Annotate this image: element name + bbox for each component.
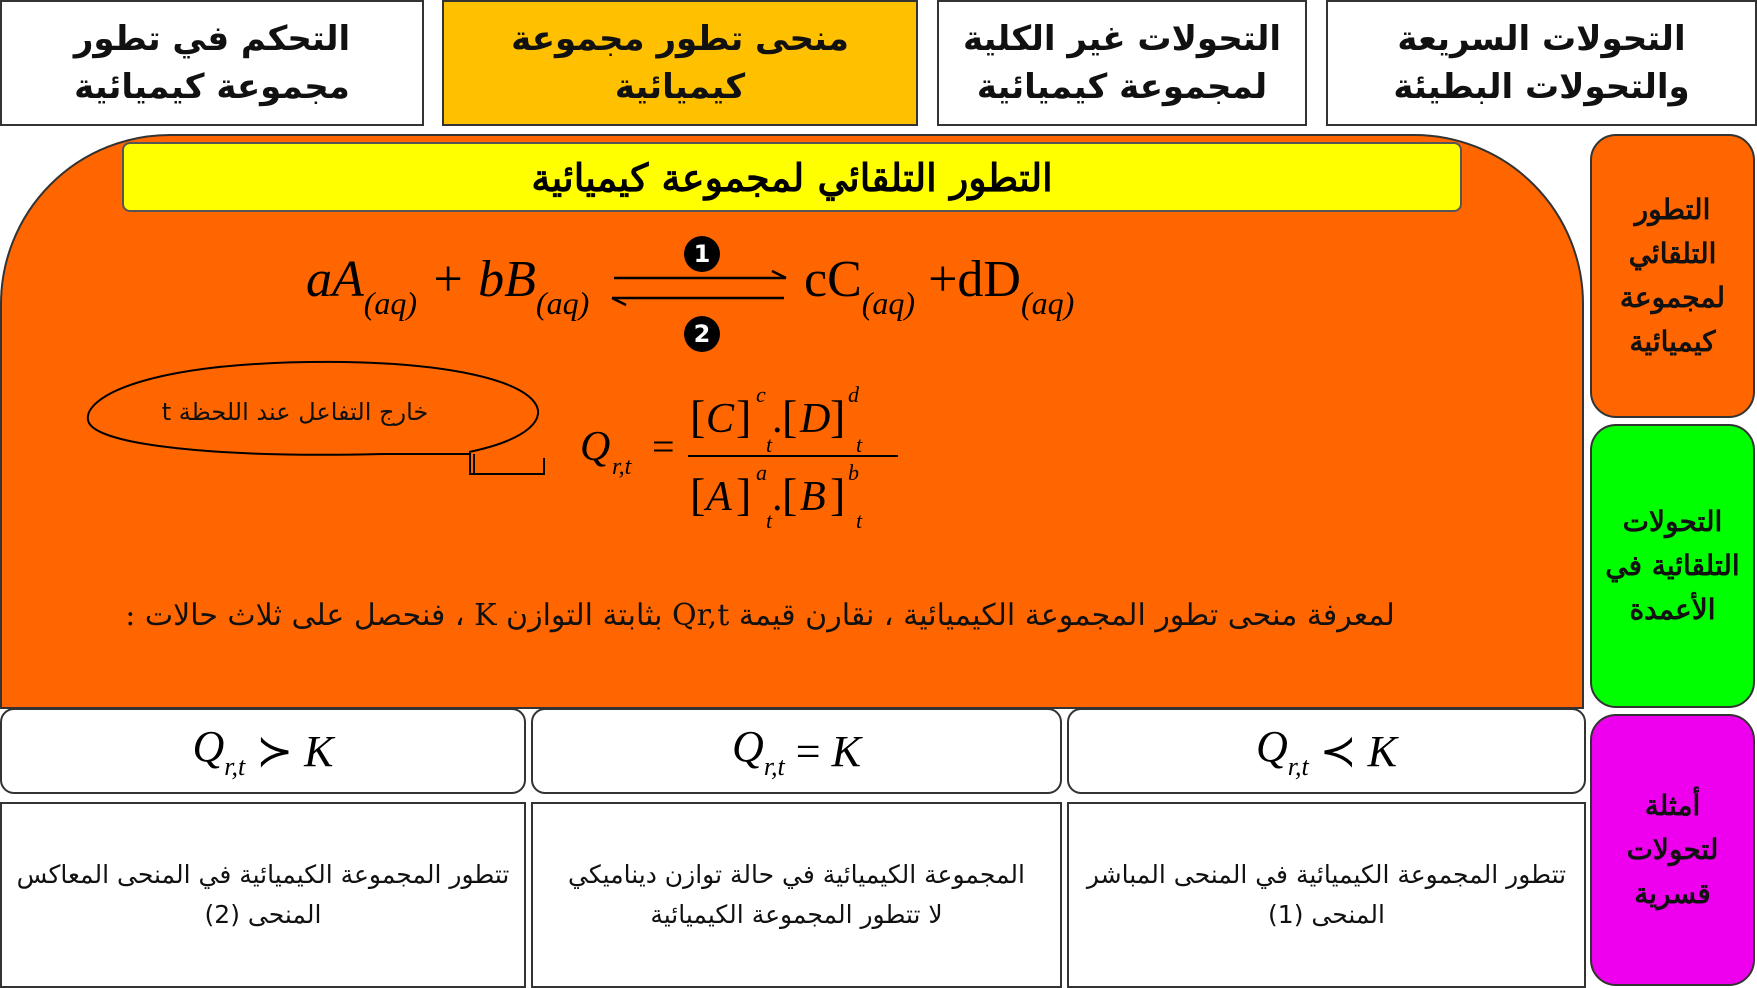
svg-text:]: ] <box>736 391 752 442</box>
svg-text:=: = <box>652 424 675 469</box>
svg-text:]: ] <box>830 391 846 442</box>
svg-text:c: c <box>756 382 766 407</box>
case-less: $Q_{r,t}$ ≺ K <box>1067 708 1586 794</box>
sidebar-item-cells-transformations[interactable]: التحولات التلقائية في الأعمدة <box>1590 424 1755 708</box>
svg-text:r,t: r,t <box>612 454 632 480</box>
backward-direction-marker: 2 <box>684 316 720 352</box>
svg-text:t: t <box>766 508 773 530</box>
tab-control-evolution[interactable]: التحكم في تطور مجموعة كيميائية <box>0 0 424 126</box>
relation-equal: = <box>795 726 821 776</box>
tab-fast-slow-transformations[interactable]: التحولات السريعة والتحولات البطيئة <box>1326 0 1757 126</box>
result-line: المنحى (1) <box>1268 900 1385 929</box>
svg-text:d: d <box>848 382 859 407</box>
svg-text:C: C <box>706 396 735 442</box>
svg-text:t: t <box>856 508 863 530</box>
products-formula: $cC_{(aq)} +dD_{(aq)}$ <box>804 251 1075 321</box>
section-title-banner: التطور التلقائي لمجموعة كيميائية <box>122 142 1462 212</box>
reaction-quotient-formula <box>572 380 912 530</box>
result-reverse-direction <box>0 802 526 988</box>
svg-text:t: t <box>766 432 773 457</box>
case-equal: $Q_{r,t}$ = K <box>531 708 1062 794</box>
svg-text:A: A <box>706 474 732 520</box>
result-line: تتطور المجموعة الكيميائية في المنحى المباشر <box>1086 860 1567 889</box>
intro-text: لمعرفة منحى تطور المجموعة الكيميائية ، نقارن قيمة Qr,t بثابتة التوازن K ، فنحصل على ثلاث حالات : <box>125 598 1395 633</box>
forward-direction-marker: 1 <box>684 236 720 272</box>
equilibrium-arrows-icon <box>606 268 792 308</box>
relation-less: ≺ <box>1319 726 1357 776</box>
svg-text:t: t <box>856 432 863 457</box>
svg-text:.: . <box>772 396 783 442</box>
svg-text:[: [ <box>690 391 706 442</box>
svg-text:[: [ <box>782 391 798 442</box>
svg-text:.: . <box>772 474 783 520</box>
svg-text:a: a <box>756 460 767 485</box>
svg-text:[: [ <box>690 469 706 520</box>
svg-text:]: ] <box>830 469 846 520</box>
case-greater: $Q_{r,t}$ ≻ K <box>0 708 526 794</box>
svg-text:b: b <box>848 460 859 485</box>
result-equilibrium <box>531 802 1062 988</box>
sidebar-item-forced-transformations[interactable]: أمثلة لتحولات قسرية <box>1590 714 1755 986</box>
reactants-formula: $aA_{(aq)} + bB_{(aq)}$ <box>306 251 590 321</box>
svg-text:]: ] <box>736 469 752 520</box>
svg-text:D: D <box>800 396 831 442</box>
tab-evolution-direction[interactable]: منحى تطور مجموعة كيميائية <box>442 0 918 126</box>
result-line: تتطور المجموعة الكيميائية في المنحى المعاكس <box>16 860 510 889</box>
result-line: المنحى (2) <box>204 900 322 929</box>
relation-greater: ≻ <box>256 726 294 776</box>
callout-text: خارج التفاعل عند اللحظة t <box>161 398 429 426</box>
result-line: لا تتطور المجموعة الكيميائية <box>650 900 943 929</box>
tab-non-total-transformations[interactable]: التحولات غير الكلية لمجموعة كيميائية <box>937 0 1307 126</box>
svg-text:Q: Q <box>580 424 611 470</box>
result-direct-direction <box>1067 802 1586 988</box>
svg-text:[: [ <box>782 469 798 520</box>
svg-text:B: B <box>800 474 826 520</box>
result-line: المجموعة الكيميائية في حالة توازن ديناميكي <box>568 860 1025 889</box>
sidebar-item-spontaneous-evolution[interactable]: التطور التلقائي لمجموعة كيميائية <box>1590 134 1755 418</box>
